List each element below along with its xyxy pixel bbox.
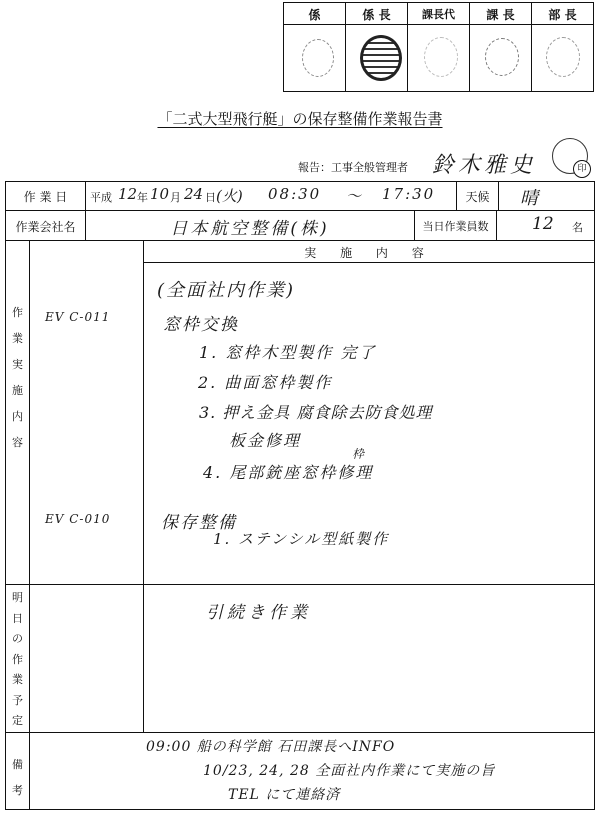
seal-stamp-icon <box>485 38 519 76</box>
work-date-field <box>90 184 454 208</box>
page-title: 「二式大型飛行艇」の保存整備作業報告書 <box>157 110 443 128</box>
work-code-1: EV C-011 <box>45 310 111 324</box>
year-unit: 年 <box>137 191 148 204</box>
side-label-char: 業 <box>12 332 23 345</box>
remarks-section-label <box>6 752 29 804</box>
weekday-value: (火) <box>216 187 243 205</box>
month-unit: 月 <box>170 191 181 204</box>
workers-value: 12 <box>532 214 554 234</box>
work-line: 保存整備 <box>161 513 237 533</box>
workers-label: 当日作業員数 <box>422 220 489 233</box>
side-label-char: 容 <box>12 436 23 449</box>
reporter-name: 鈴木雅史 <box>432 153 537 178</box>
company-label: 作業会社名 <box>15 220 76 234</box>
seal-stamp-icon <box>424 37 458 77</box>
next-day-plan: 引続き作業 <box>206 603 311 623</box>
next-day-section-label <box>6 588 29 732</box>
work-line: 4. 尾部銃座窓枠修理 <box>203 463 374 482</box>
side-label-char: 業 <box>12 673 23 686</box>
work-code-2: EV C-010 <box>45 512 111 526</box>
side-label-char: 実 <box>12 358 23 371</box>
side-label-char: 作 <box>12 306 23 319</box>
time-tilde: 〜 <box>346 187 362 205</box>
side-label-char: 定 <box>12 714 23 727</box>
side-label-char: の <box>12 632 23 645</box>
workers-unit: 名 <box>572 221 583 234</box>
reporter-label: 報告：工事全般管理者 <box>298 161 408 174</box>
approval-header-kakari: 係 <box>308 8 321 22</box>
side-label-char: 内 <box>12 410 23 423</box>
side-label-char: 明 <box>12 591 23 604</box>
side-label-char: 作 <box>12 652 23 666</box>
remarks-line: 10/23, 24, 28 全面社内作業にて実施の旨 <box>203 763 496 779</box>
work-line: 2. 曲面窓枠製作 <box>198 373 333 392</box>
day-value: 24 <box>184 185 204 203</box>
side-label-char: 考 <box>12 784 23 797</box>
work-correction: 枠 <box>352 447 365 461</box>
report-table <box>5 181 595 810</box>
year-value: 12 <box>118 185 138 203</box>
work-line: 1. 窓枠木型製作 完了 <box>199 343 377 362</box>
seal-stamp-icon <box>546 37 580 77</box>
side-label-char: 備 <box>12 758 23 771</box>
work-content-header: 実 施 内 容 <box>304 246 434 260</box>
approval-header-kakaricho: 係 長 <box>362 8 391 22</box>
work-line: 窓枠交換 <box>163 315 239 335</box>
approval-header-kachodai: 課長代 <box>422 8 455 21</box>
day-unit: 日 <box>205 191 216 204</box>
end-time: 17:30 <box>382 185 436 203</box>
start-time: 08:30 <box>268 185 322 203</box>
company-name: 日本航空整備(株) <box>170 219 330 239</box>
remarks-line: 09:00 船の科学館 石田課長へINFO <box>146 739 396 755</box>
side-label-char: 日 <box>12 611 23 625</box>
seal-stamp-icon <box>302 39 334 77</box>
work-line: 1. ステンシル型紙製作 <box>213 530 390 548</box>
side-label-char: 予 <box>12 693 23 707</box>
era-label: 平成 <box>90 191 112 204</box>
work-line: (全面社内作業) <box>157 280 296 301</box>
work-line: 板金修理 <box>229 431 302 450</box>
approval-header-kacho: 課 長 <box>486 8 515 22</box>
weather-label: 天候 <box>465 190 490 204</box>
side-label-char: 施 <box>12 384 23 397</box>
work-date-label: 作 業 日 <box>23 190 68 204</box>
approval-header-bucho: 部 長 <box>548 8 577 22</box>
reporter-seal-mark: 印 <box>573 160 591 178</box>
approval-box <box>283 2 594 92</box>
month-value: 10 <box>150 185 170 203</box>
seal-stamp-icon <box>360 35 402 81</box>
work-section-label <box>6 300 29 456</box>
weather-value: 晴 <box>520 188 538 209</box>
work-line: 3. 押え金具 腐食除去防食処理 <box>199 403 433 422</box>
remarks-line: TEL にて連絡済 <box>228 787 341 803</box>
